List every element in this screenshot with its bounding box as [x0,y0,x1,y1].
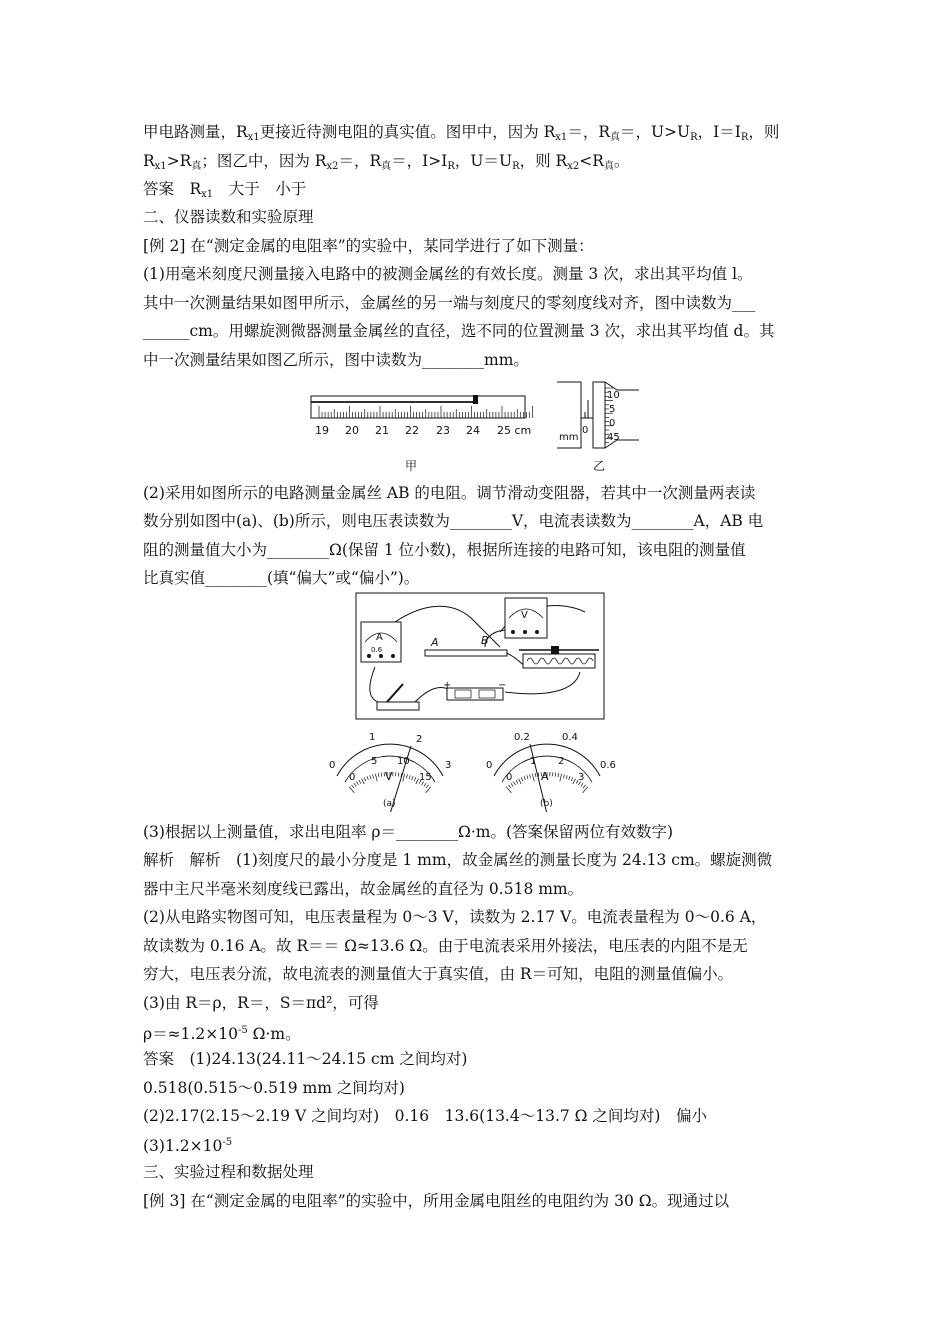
ammeter-terminal: 0.6 [371,646,383,654]
dial-tick [364,777,366,781]
answer-line: 答案 (1)24.13(24.11～24.15 cm 之间均对) [143,1050,468,1068]
point-b: B [481,634,489,647]
dial-tick [581,783,583,786]
dial-label: 1 [530,756,537,767]
micrometer-label: 10 [607,390,620,401]
answer-line: $(3)1.2\times 10^{-5}$ [143,1137,233,1155]
dial-tick [530,774,531,778]
dial-tick [359,780,361,783]
dial-label: 0 [506,772,513,783]
section-heading: 二、仪器读数和实验原理 [143,208,314,226]
ammeter-dial [482,726,622,812]
dial-tick [571,777,573,781]
circuit-figure [355,592,605,720]
dial-label: 0 [486,760,493,771]
dial-tick [378,773,379,777]
voltmeter [505,598,547,638]
text-line: 穷大，电压表分流，故电流表的测量值大于真实值，由 R＝可知，电阻的测量值偏小。 [143,965,734,983]
dial-label: 0.4 [562,732,578,743]
dial-tick [354,783,356,786]
text-line: (2)从电路实物图可知，电压表量程为 0～3 V，读数为 2.17 V。电流表量程为 0～0.6 A， [143,908,767,926]
text-line: ______cm。用螺旋测微器测量金属丝的直径，选不同的位置测量 3 次，求出其平均值 d。其 [143,322,775,340]
dial-tick [558,773,559,777]
micrometer-label: 45 [607,432,620,443]
dial-tick [409,775,410,779]
ruler-label: 21 [375,424,389,437]
dial-tick [519,779,522,784]
dial-tick [511,783,513,786]
dial-tick [362,779,365,784]
metal-wire-board [425,650,507,656]
dial-label: 15 [419,772,432,783]
dial-tick [583,785,585,788]
voltmeter-label: V [521,610,528,621]
dial-tick [521,777,523,781]
dial-tick [527,775,528,779]
text-line: (3)由 R＝ρ，R＝，S＝πd²，可得 [143,994,379,1012]
battery-minus: − [498,680,507,691]
dial-label: 0 [349,772,356,783]
micrometer-unit: mm [559,432,579,443]
ammeter-label: A [376,632,383,643]
text-line: 数分别如图中(a)、(b)所示，则电压表读数为________V，电流表读数为________A，AB 电 [143,512,764,530]
dial-tick [373,774,374,778]
answer-line: 答案 $R_{x1}$ 大于 小于 [143,180,307,200]
dial-tick [509,785,511,788]
text-line: 故读数为 0.16 A。故 R＝＝ Ω≈13.6 Ω。由于电流表采用外接法，电压表的内阻不是无 [143,937,748,955]
ruler-label: 19 [315,424,329,437]
battery [443,680,506,700]
dial-tick [524,776,525,780]
figure-caption: (a) [383,799,396,809]
analysis-line: 解析 解析 (1)刻度尺的最小分度是 1 mm，故金属丝的测量长度为 24.13 cm。螺旋测微 [143,851,773,869]
text-line: 中一次测量结果如图乙所示，图中读数为________mm。 [143,351,529,369]
dial-tick [513,782,515,785]
text-line: [例 2] 在“测定金属的电阻率”的实验中，某同学进行了如下测量： [143,237,594,255]
text-line: (3)根据以上测量值，求出电阻率 ρ＝________Ω·m。(答案保留两位有效数字) [143,823,674,841]
answer-line: 0.518(0.515～0.519 mm 之间均对) [143,1079,405,1097]
dial-tick [563,774,564,778]
micrometer-label: 0 [609,418,616,429]
figure-caption: 甲 [405,459,418,472]
dial-tick [532,774,534,782]
dial-tick [412,776,413,780]
micrometer-label: 5 [609,404,616,415]
ammeter [361,622,401,662]
dial-label: 5 [371,756,378,767]
thimble [593,382,605,448]
dial-label: 0.6 [600,760,616,771]
dial-label: 3 [578,772,585,783]
dial-label: 0.2 [514,732,530,743]
rheostat [519,646,599,668]
dial-tick [403,774,405,782]
dial-tick [356,782,358,785]
dial-label: 10 [397,756,410,767]
dial-label: 1 [369,732,376,743]
text-line: 甲电路测量，$R_{x1}$更接近待测电阻的真实值。图甲中，因为 $R_{x1}=$，$R_真=$，$U>U_R$，$I=I_R$，则 [143,123,780,143]
dial-tick [370,775,371,779]
dial-tick [367,776,368,780]
text-line: 阻的测量值大小为________Ω(保留 1 位小数)，根据所连接的电路可知，该电阻的测量值 [143,541,746,559]
text-line: 其中一次测量结果如图甲所示，金属丝的另一端与刻度尺的零刻度线对齐，图中读数为___ [143,294,756,312]
ruler-figure [305,382,535,472]
dial-tick [560,774,562,782]
text-line: (1)用毫米刻度尺测量接入电路中的被测金属丝的有效长度。测量 3 次，求出其平均值 l。 [143,265,753,283]
dial-unit: V [385,770,393,783]
text-line: [例 3] 在“测定金属的电阻率”的实验中，所用金属电阻丝的电阻约为 30 Ω。现通过以 [143,1192,730,1210]
dial-label: 2 [558,756,565,767]
text-line: 比真实值________(填“偏大”或“偏小”)。 [143,569,420,587]
dial-tick [535,773,536,777]
text-line: 器中主尺半毫米刻度线已露出，故金属丝的直径为 0.518 mm。 [143,880,584,898]
figure-caption: (b) [540,799,553,809]
dial-tick [398,773,399,777]
dial-tick [381,773,382,777]
battery-plus: + [443,680,452,691]
ruler-label: 20 [345,424,359,437]
dial-tick [555,773,556,777]
dial-tick [426,785,428,788]
dial-tick [516,780,518,783]
voltmeter-dial [325,726,455,812]
section-heading: 三、实验过程和数据处理 [143,1163,314,1181]
ruler-label: 25 cm [497,424,532,437]
ruler-label: 23 [436,424,450,437]
dial-tick [406,774,407,778]
text-line: $\rho=\approx 1.2\times 10^{-5}$ Ω·m。 [143,1025,301,1043]
figure-caption: 乙 [593,459,606,473]
ruler-label: 22 [405,424,419,437]
text-line: $R_{x1}>R_真$；图乙中，因为 $R_{x2}=$，$R_真=$，$I>I_R$，$U=U_R$，则 $R_{x2}<R_真$。 [143,152,630,172]
dial-tick [573,779,576,784]
text-line: (2)采用如图所示的电路测量金属丝 AB 的电阻。调节滑动变阻器，若其中一次测量两表读 [143,484,756,502]
dial-tick [414,777,416,781]
point-a: A [431,636,439,649]
dial-unit: A [541,770,549,783]
dial-tick [566,775,567,779]
micrometer-figure [555,378,645,474]
dial-tick [569,776,570,780]
answer-line: (2)2.17(2.15～2.19 V 之间均对) 0.16 13.6(13.4～13.7 Ω 之间均对) 偏小 [143,1107,707,1125]
dial-label: 0 [329,760,336,771]
dial-label: 2 [416,734,423,745]
dial-label: 3 [445,760,452,771]
ruler-label: 24 [466,424,480,437]
wire-end [473,395,478,404]
dial-tick [352,785,354,788]
micrometer-zero: 0 [582,425,589,436]
switch [377,684,419,710]
dial-tick [375,774,377,782]
dial-tick [424,783,426,786]
